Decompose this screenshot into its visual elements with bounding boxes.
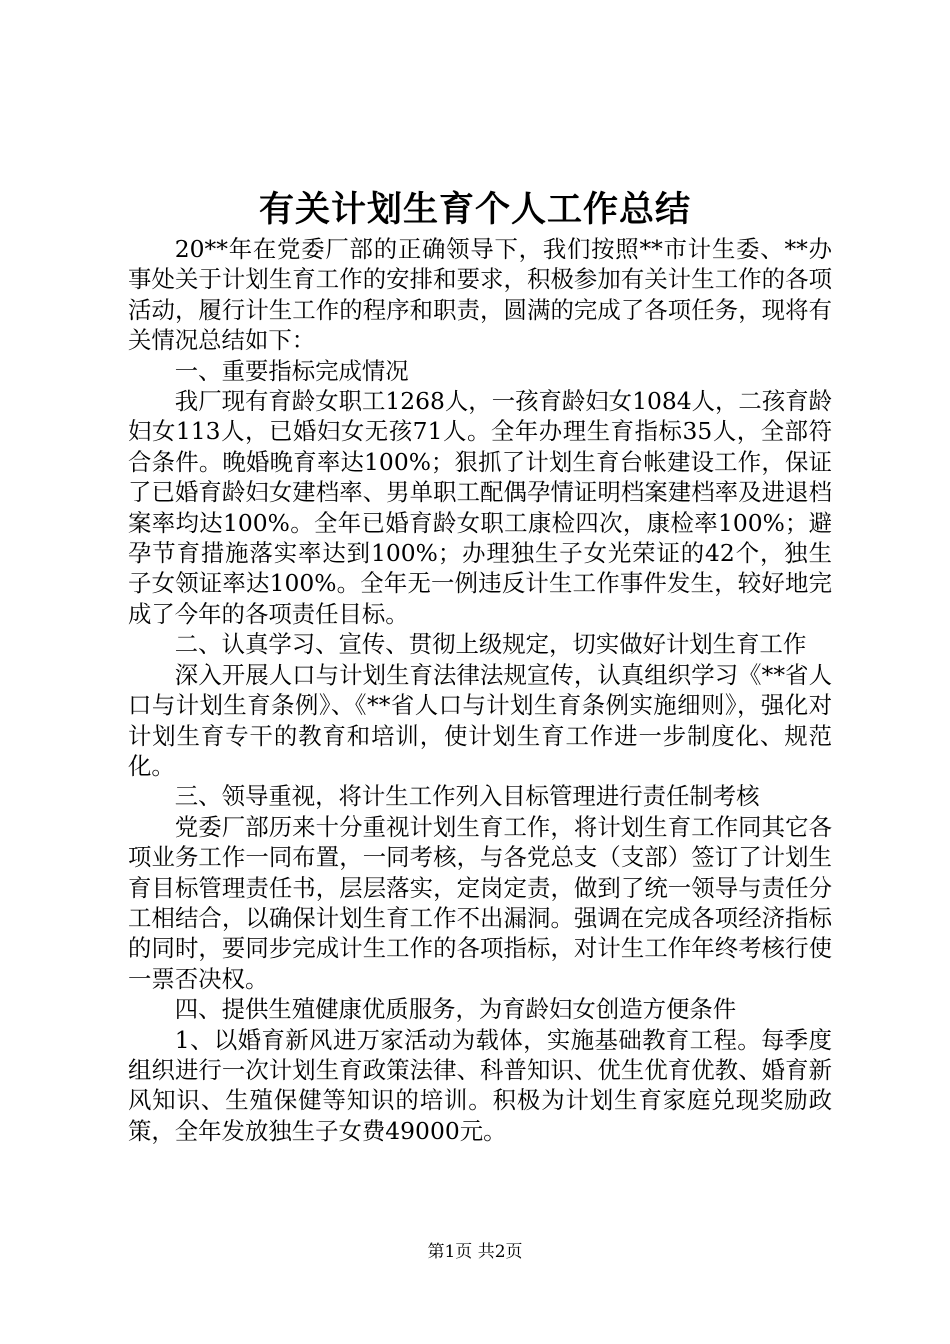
section-heading-2: 二、认真学习、宣传、贯彻上级规定，切实做好计划生育工作 (174, 630, 807, 659)
page-footer: 第1页 共2页 (427, 1242, 523, 1262)
document-body (128, 234, 832, 1146)
document-title: 有关计划生育个人工作总结 (258, 189, 691, 230)
section-3-paragraph: 党委厂部历来十分重视计划生育工作，将计划生育工作同其它各项业务工作一同布置，一同考核，与各党总支（支部）签订了计划生育目标管理责任书，层层落实，定岗定责，做到了统一领导与责任分工相结合，以确保计划生育工作不出漏洞。强调在完成各项经济指标的同时，要同步完成计生工作的各项指标，对计生工作年终考核行使一票否决权。 (128, 812, 832, 993)
section-heading-1: 一、重要指标完成情况 (174, 356, 409, 385)
intro-paragraph: 20**年在党委厂部的正确领导下，我们按照**市计生委、**办事处关于计划生育工作的安排和要求，积极参加有关计生工作的各项活动，履行计生工作的程序和职责，圆满的完成了各项任务，现将有关情况总结如下： (128, 235, 832, 355)
section-2-paragraph: 深入开展人口与计划生育法律法规宣传，认真组织学习《**省人口与计划生育条例》、《**省人口与计划生育条例实施细则》，强化对计划生育专干的教育和培训，使计划生育工作进一步制度化、规范化。 (128, 660, 832, 780)
section-4-paragraph: 1、以婚育新风进万家活动为载体，实施基础教育工程。每季度组织进行一次计划生育政策法律、科普知识、优生优育优教、婚育新风知识、生殖保健等知识的培训。积极为计划生育家庭兑现奖励政策，全年发放独生子女费49000元。 (128, 1025, 832, 1145)
section-1-paragraph: 我厂现有育龄女职工1268人，一孩育龄妇女1084人，二孩育龄妇女113人，已婚妇女无孩71人。全年办理生育指标35人，全部符合条件。晚婚晚育率达100%；狠抓了计划生育台帐建设工作，保证了已婚育龄妇女建档率、男单职工配偶孕情证明档案建档率及进退档案率均达100%。全年已婚育龄女职工康检四次，康检率100%；避孕节育措施落实率达到100%；办理独生子女光荣证的42个，独生子女领证率达100%。全年无一例违反计生工作事件发生，较好地完成了今年的各项责任目标。 (128, 387, 832, 628)
section-heading-3: 三、领导重视，将计生工作列入目标管理进行责任制考核 (174, 782, 760, 811)
section-heading-4: 四、提供生殖健康优质服务，为育龄妇女创造方便条件 (174, 995, 737, 1024)
